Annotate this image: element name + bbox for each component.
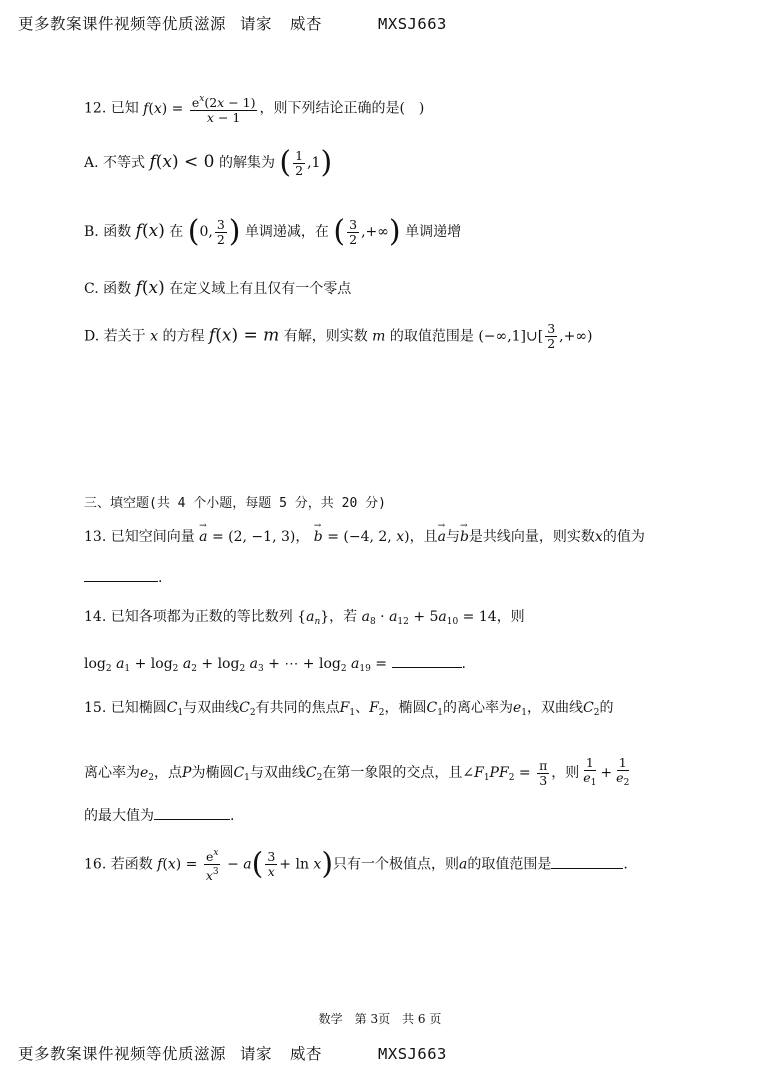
- q14-stem: 14. 已知各项都为正数的等比数列 $\{a_n\}$，若 $a_8 \cdot a_{12} + 5a_{10} = 14$，则: [84, 609, 525, 627]
- q12-stem: 12. 已知 f(x) = $\frac{e^x(2x - 1)}{x - 1}$ ，则下列结论正确的是( ): [84, 94, 425, 125]
- q12-function: f(x) = $\frac{e^x(2x - 1)}{x - 1}$: [143, 94, 256, 125]
- q13-stem: 13. 已知空间向量 → a = (2, −1, 3)， → b = (−4, 2, x)，且→ a与→ b是共线向量，则实数x的值为: [84, 527, 645, 547]
- q16-answer-blank[interactable]: [551, 855, 623, 869]
- banner-text-1: 更多教案课件视频等优质滋源: [18, 1045, 227, 1063]
- q12-option-c: C. 函数 f(x) 在定义域上有且仅有一个零点: [84, 278, 352, 298]
- q13-answer-blank[interactable]: [84, 568, 158, 582]
- q12-option-a: A. 不等式 f(x) < 0 的解集为 ( $\frac{1}{2}$ ,1): [84, 145, 333, 180]
- q13-answer-line: .: [84, 568, 162, 588]
- q15-line-2: 离心率为$e_2$，点P为椭圆$C_1$与双曲线$C_2$在第一象限的交点，且$\angle F_1PF_2$ = $\frac{\pi}{3}$ ，则 $\frac{1}{e_1}$ + $\frac{1}{e_2}$: [84, 755, 630, 788]
- q15-line-1: 15. 已知椭圆$C_1$与双曲线$C_2$有共同的焦点$F_1$、$F_2$，椭圆$C_1$的离心率为$e_1$，双曲线$C_2$的: [84, 700, 614, 718]
- banner-text-1: 更多教案课件视频等优质滋源: [18, 15, 227, 33]
- q14-expression: $\log_2 a_1 + \log_2 a_2 + \log_2 a_3$ + ⋯ + $\log_2 a_{19}$ = .: [84, 656, 466, 674]
- q15-answer-blank[interactable]: [154, 806, 230, 820]
- header-banner: [18, 14, 447, 34]
- q15-line-3: 的最大值为 .: [84, 808, 235, 824]
- banner-code: MXSJ663: [378, 1045, 447, 1063]
- footer-banner: [18, 1044, 447, 1064]
- q14-answer-blank[interactable]: [392, 654, 462, 668]
- q12-option-b: B. 函数 f(x) 在 (0, $\frac{3}{2}$ ) 单调递减，在 ( $\frac{3}{2}$ ,+∞) 单调递增: [84, 214, 462, 249]
- banner-text-2: 请家: [240, 1045, 273, 1063]
- banner-text-3: 威杏: [290, 15, 323, 33]
- page-footer: 数学 第 3页 共 6 页: [318, 1012, 442, 1026]
- banner-text-2: 请家: [240, 15, 273, 33]
- q16-stem: 16. 若函数 f(x) = $\frac{e^x}{x^3}$ − a( $\frac{3}{x}$ + ln x)只有一个极值点，则a的取值范围是 .: [84, 846, 628, 883]
- q12-option-d: D. 若关于 x 的方程 f(x) = m 有解，则实数 m 的取值范围是 (−∞,1]∪[ $\frac{3}{2}$ ,+∞): [84, 321, 593, 351]
- banner-code: MXSJ663: [378, 15, 447, 33]
- section-heading: 三、填空题(共 4 个小题，每题 5 分，共 20 分): [84, 496, 386, 511]
- banner-text-3: 威杏: [290, 1045, 323, 1063]
